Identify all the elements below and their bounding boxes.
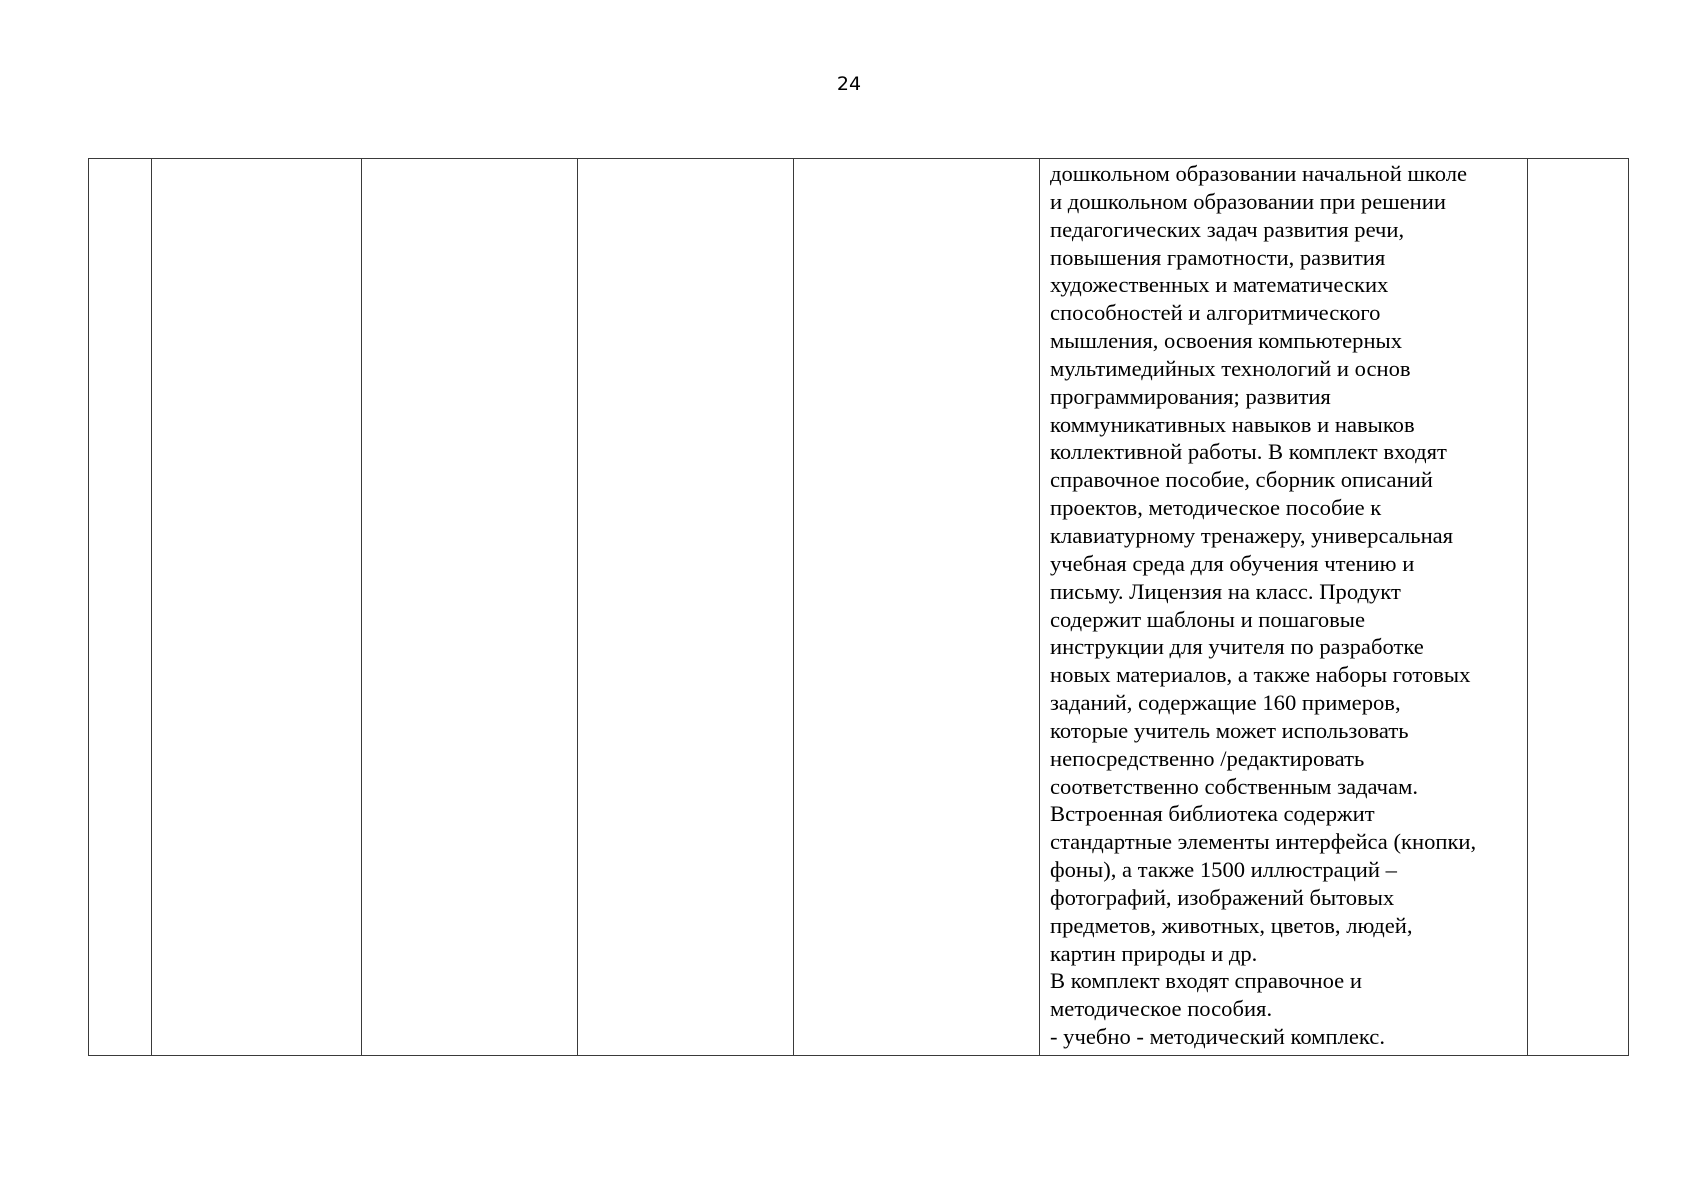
table-cell-col-7 <box>1528 159 1629 1056</box>
description-line: методическое пособия. <box>1050 996 1273 1022</box>
description-line: В комплект входят справочное и <box>1050 968 1362 994</box>
description-line: предметов, животных, цветов, людей, <box>1050 912 1413 938</box>
description-line: коммуникативных навыков и навыков <box>1050 411 1415 437</box>
table-cell-col-4 <box>578 159 794 1056</box>
description-line: письму. Лицензия на класс. Продукт <box>1050 578 1401 604</box>
description-line: мышления, освоения компьютерных <box>1050 328 1403 354</box>
description-line: соответственно собственным задачам. <box>1050 773 1419 799</box>
description-line: повышения грамотности, развития <box>1050 244 1386 270</box>
description-text <box>1040 159 1527 1051</box>
description-line: заданий, содержащие 160 примеров, <box>1050 690 1401 716</box>
description-line: картин природы и др. <box>1050 940 1258 966</box>
description-line: клавиатурному тренажеру, универсальная <box>1050 522 1454 548</box>
description-line: проектов, методическое пособие к <box>1050 495 1382 521</box>
description-line: которые учитель может использовать <box>1050 717 1409 743</box>
description-line: инструкции для учителя по разработке <box>1050 634 1424 660</box>
description-line: фоны), а также 1500 иллюстраций – <box>1050 857 1397 883</box>
description-line: коллективной работы. В комплект входят <box>1050 439 1447 465</box>
description-line: дошкольном образовании начальной школе <box>1050 161 1468 186</box>
table-cell-col-1 <box>89 159 152 1056</box>
description-line: программирования; развития <box>1050 383 1331 409</box>
description-line: непосредственно /редактировать <box>1050 745 1365 771</box>
table-cell-col-5 <box>794 159 1040 1056</box>
description-line: содержит шаблоны и пошаговые <box>1050 606 1365 632</box>
description-line: и дошкольном образовании при решении <box>1050 188 1446 214</box>
description-line: справочное пособие, сборник описаний <box>1050 467 1433 493</box>
description-line: фотографий, изображений бытовых <box>1050 884 1395 910</box>
page-number: 24 <box>836 73 862 95</box>
table-cell-description <box>1040 159 1528 1056</box>
description-line: художественных и математических <box>1050 272 1389 298</box>
description-line: учебная среда для обучения чтению и <box>1050 550 1415 576</box>
table-row <box>89 159 1629 1056</box>
description-line: новых материалов, а также наборы готовых <box>1050 662 1471 688</box>
table-cell-col-3 <box>362 159 578 1056</box>
document-table <box>88 158 1629 1056</box>
description-line: Встроенная библиотека содержит <box>1050 801 1375 827</box>
description-line: педагогических задач развития речи, <box>1050 216 1405 242</box>
description-line: стандартные элементы интерфейса (кнопки, <box>1050 829 1477 855</box>
description-line: мультимедийных технологий и основ <box>1050 355 1411 381</box>
description-line: способностей и алгоритмического <box>1050 300 1381 326</box>
table-cell-col-2 <box>152 159 362 1056</box>
description-line: - учебно - методический комплекс. <box>1050 1024 1385 1050</box>
